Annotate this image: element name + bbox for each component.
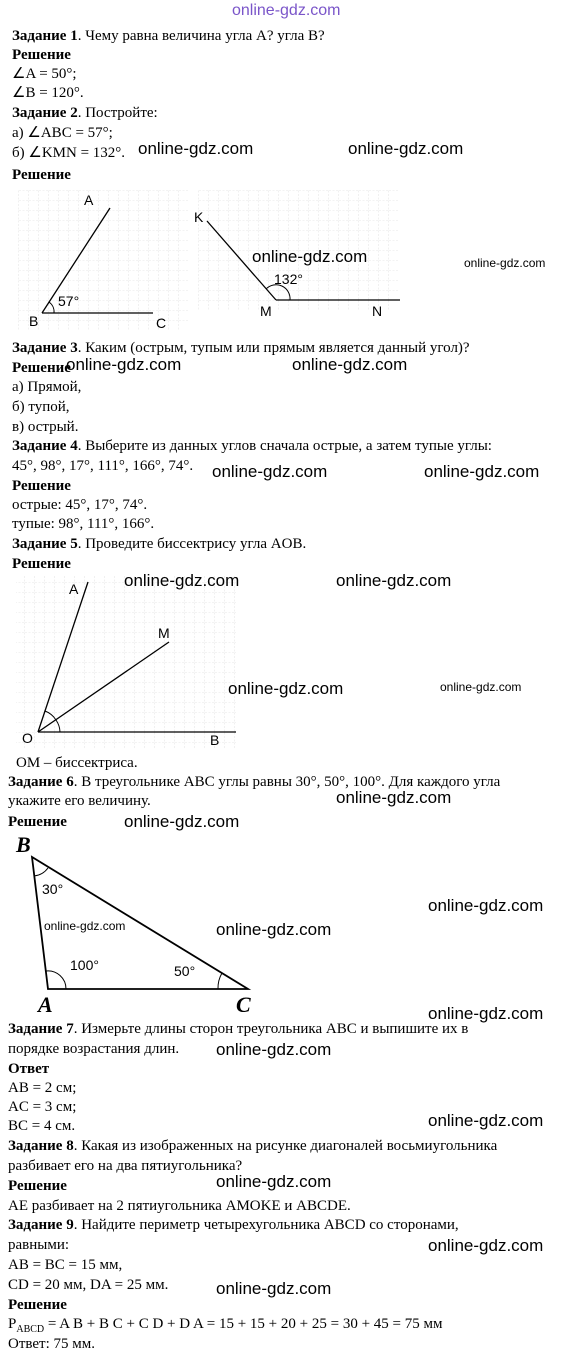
task8-heading: Задание 8. Какая из изображенных на рисунке диагоналей восьмиугольника — [8, 1138, 498, 1154]
task1-line: ∠B = 120°. — [12, 85, 84, 101]
label-b: B — [210, 732, 220, 748]
task9-solution-label: Решение — [8, 1297, 67, 1313]
task2-item-b: б) ∠KMN = 132°. — [12, 145, 126, 161]
watermark: online-gdz.com — [428, 1111, 544, 1130]
task1-line: ∠A = 50°; — [12, 66, 77, 82]
watermark: online-gdz.com — [428, 1236, 544, 1255]
task3-solution-label: Решение — [12, 360, 71, 376]
watermark: online-gdz.com — [216, 1279, 332, 1298]
label-angle-a: 100° — [70, 957, 99, 973]
task4-heading: Задание 4. Выберите из данных углов сначала острые, а затем тупые углы: — [12, 438, 492, 454]
watermark: online-gdz.com — [216, 1040, 332, 1059]
angle-arc-b — [34, 868, 48, 876]
label-a: A — [84, 192, 94, 208]
task8-solution-label: Решение — [8, 1178, 67, 1194]
task6-solution-label: Решение — [8, 814, 67, 830]
task4-line: острые: 45°, 17°, 74°. — [12, 497, 148, 513]
watermark: online-gdz.com — [428, 896, 544, 915]
watermark: online-gdz.com — [124, 812, 240, 831]
label-angle: 132° — [274, 271, 303, 287]
task9-formula: $P_{ABCD} = A$ B + B C + C D + D A = 15 + 15 + 20 + 25 = 30 + 45 = 75 мм — [8, 1316, 443, 1335]
watermark: online-gdz.com — [212, 462, 328, 481]
label-b: B — [29, 313, 39, 329]
watermark: online-gdz.com — [440, 680, 522, 694]
watermark: online-gdz.com — [44, 919, 126, 933]
task5-heading: Задание 5. Проведите биссектрису угла AOB. — [12, 536, 307, 552]
task9-line: CD = 20 мм, DA = 25 мм. — [8, 1277, 169, 1293]
task9-line2: равными: — [8, 1237, 70, 1253]
watermark: online-gdz.com — [216, 920, 332, 939]
watermark: online-gdz.com — [228, 679, 344, 698]
task3-line: б) тупой, — [12, 399, 70, 415]
task7-answer-label: Ответ — [8, 1061, 50, 1077]
task6-line2: укажите его величину. — [8, 793, 151, 809]
watermark-top: online-gdz.com — [232, 2, 341, 19]
label-angle: 57° — [58, 293, 80, 309]
task3-line: а) Прямой, — [12, 379, 82, 395]
task8-line2: разбивает его на два пятиугольника? — [8, 1158, 243, 1174]
task3-line: в) острый. — [12, 419, 79, 435]
label-c: C — [236, 992, 251, 1017]
watermark: online-gdz.com — [428, 1004, 544, 1023]
watermark: online-gdz.com — [292, 355, 408, 374]
label-a: A — [38, 992, 53, 1017]
task9-answer: Ответ: 75 мм. — [8, 1336, 95, 1352]
label-angle-c: 50° — [174, 963, 196, 979]
label-n: N — [372, 303, 383, 319]
watermark: online-gdz.com — [252, 247, 368, 266]
task7-line2: порядке возрастания длин. — [8, 1041, 180, 1057]
label-a: A — [69, 581, 79, 597]
task5-after: OM – биссектриса. — [16, 755, 138, 771]
task4-line: тупые: 98°, 111°, 166°. — [12, 516, 155, 532]
task5-solution-label: Решение — [12, 556, 71, 572]
label-c: C — [156, 315, 167, 331]
task9-heading: Задание 9. Найдите периметр четырехугольника ABCD со сторонами, — [8, 1217, 459, 1233]
task4-solution-label: Решение — [12, 478, 71, 494]
task3-heading: Задание 3. Каким (острым, тупым или прямым является данный угол)? — [12, 340, 470, 356]
watermark: online-gdz.com — [424, 462, 540, 481]
task2-item-a: а) ∠ABC = 57°; — [12, 125, 113, 141]
watermark: online-gdz.com — [216, 1172, 332, 1191]
task5-figure — [14, 572, 239, 752]
watermark: online-gdz.com — [464, 256, 546, 270]
watermark: online-gdz.com — [336, 788, 452, 807]
watermark: online-gdz.com — [66, 355, 182, 374]
watermark: online-gdz.com — [336, 571, 452, 590]
task9-line: AB = BC = 15 мм, — [8, 1257, 123, 1273]
task7-line: AB = 2 см; — [8, 1080, 77, 1096]
task6-heading: Задание 6. В треугольнике ABC углы равны 30°, 50°, 100°. Для каждого угла — [8, 774, 501, 790]
task8-line: AE разбивает на 2 пятиугольника AMOKE и ABCDE. — [8, 1198, 351, 1214]
watermark: online-gdz.com — [138, 139, 254, 158]
task1-heading: Задание 1. Чему равна величина угла A? угла B? — [12, 28, 325, 44]
label-m: M — [158, 625, 170, 641]
label-o: O — [22, 730, 33, 746]
task2-heading: Задание 2. Постройте: — [12, 105, 158, 121]
label-angle-b: 30° — [42, 881, 64, 897]
task1-solution-label: Решение — [12, 47, 71, 63]
task4-angles: 45°, 98°, 17°, 111°, 166°, 74°. — [12, 458, 194, 474]
task7-line: AC = 3 см; — [8, 1099, 77, 1115]
task2-solution-label: Решение — [12, 167, 71, 183]
task7-line: BC = 4 см. — [8, 1118, 76, 1134]
label-m: M — [260, 303, 272, 319]
angle-arc-c — [218, 973, 222, 989]
grid — [18, 190, 188, 330]
label-b: B — [16, 832, 31, 857]
grid — [16, 576, 236, 748]
task7-heading: Задание 7. Измерьте длины сторон треугольника ABC и выпишите их в — [8, 1021, 469, 1037]
watermark: online-gdz.com — [348, 139, 464, 158]
watermark: online-gdz.com — [124, 571, 240, 590]
label-k: K — [194, 209, 204, 225]
angle-arc-a — [46, 971, 66, 989]
